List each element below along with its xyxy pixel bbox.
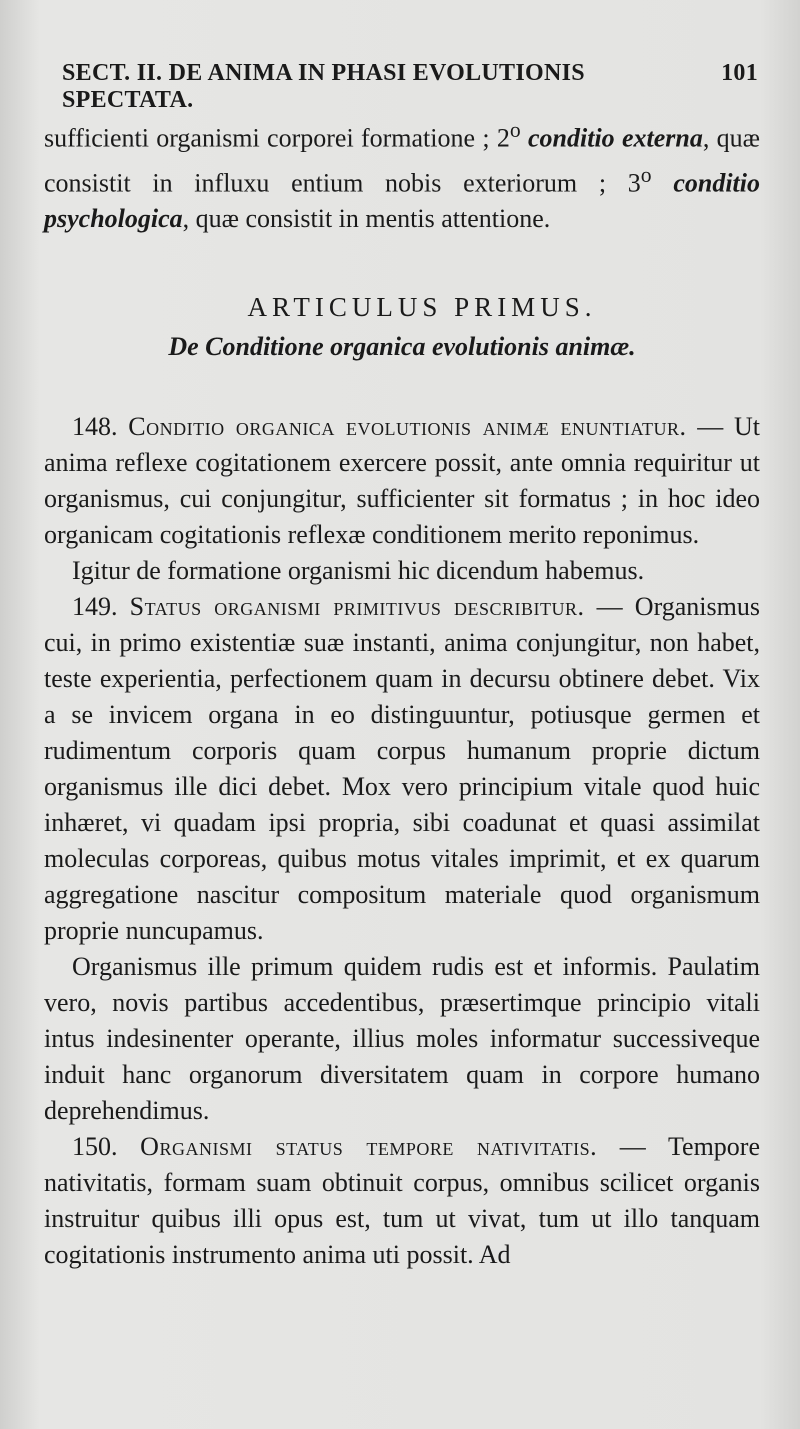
running-head: [62, 60, 758, 113]
ordinal-sup-2: o: [640, 162, 652, 187]
section-149-number: 149.: [72, 592, 118, 622]
intro-italic-2: conditio psychologica: [44, 168, 761, 234]
intro-paragraph: [44, 112, 760, 237]
intro-italic-1: conditio externa: [520, 123, 703, 153]
section-148-text: — Ut anima reflexe cogitationem exercere possit, ante omnia requiritur ut organismus, cui conjungitur, sufficienter sit formatus ; in hoc ideo organicam cogitationis reflexæ conditionem merito reponimus.: [44, 412, 761, 550]
section-149-text: — Organismus cui, in primo existentiæ suæ instanti, anima conjungitur, non habet, teste experientia, perfectionem quam in decursu obtinere debet. Vix a se invicem organa in eo distinguuntur, potiusque germen et rudimentum corporis quam corpus humanum proprie dictum organismus ille dici debet. Mox vero principium vitale quod huic inhæret, vi quadam ipsi propria, sibi coadunat et quasi assimilat moleculas corporeas, quibus motus vitales imprimit, et ex quarum aggregatione nascitur compositum materiale quod organismum proprie nuncupamus.: [44, 592, 760, 946]
section-150-number: 150.: [72, 1132, 118, 1162]
section-148-number: 148.: [72, 412, 118, 442]
page-number: 101: [721, 60, 758, 86]
ordinal-sup-1: o: [509, 118, 521, 142]
intro-text-3: , quæ consistit in mentis attentione.: [182, 204, 551, 234]
intro-text-2: , quæ consistit in influxu entium nobis exteriorum ; 3: [44, 123, 760, 198]
article-title: ARTICULUS PRIMUS.: [247, 292, 597, 323]
running-head-title: SECT. II. DE ANIMA IN PHASI EVOLUTIONIS SPECTATA.: [62, 60, 585, 113]
section-148: [44, 409, 760, 553]
body-text: [44, 112, 760, 1273]
paragraph-148b: Igitur de formatione organismi hic dicendum habemus.: [72, 556, 645, 586]
section-150-text: — Tempore nativitatis, formam suam obtinuit corpus, omnibus scilicet organis instruitur quibus illi opus est, tum ut vivat, tum ut illo tanquam cogitationis instrumento anima uti possit. Ad: [44, 1132, 760, 1270]
intro-text-1: sufficienti organismi corporei formatione ; 2: [44, 123, 510, 153]
section-150-heading: Organismi status tempore nativitatis.: [140, 1132, 598, 1162]
section-150: [44, 1129, 760, 1273]
section-148-heading: Conditio organica evolutionis animæ enuntiatur.: [128, 412, 687, 442]
article-subtitle: De Conditione organica evolutionis animæ.: [168, 332, 636, 362]
paragraph-149b: Organismus ille primum quidem rudis est et informis. Paulatim vero, novis partibus accedentibus, præsertimque principio vitali intus indesinenter operante, illius moles informatur successiveque induit hanc organorum diversitatem quam in corpore humano deprehendimus.: [44, 952, 760, 1126]
section-149: [44, 589, 760, 949]
section-149-heading: Status organismi primitivus describitur.: [129, 592, 585, 622]
